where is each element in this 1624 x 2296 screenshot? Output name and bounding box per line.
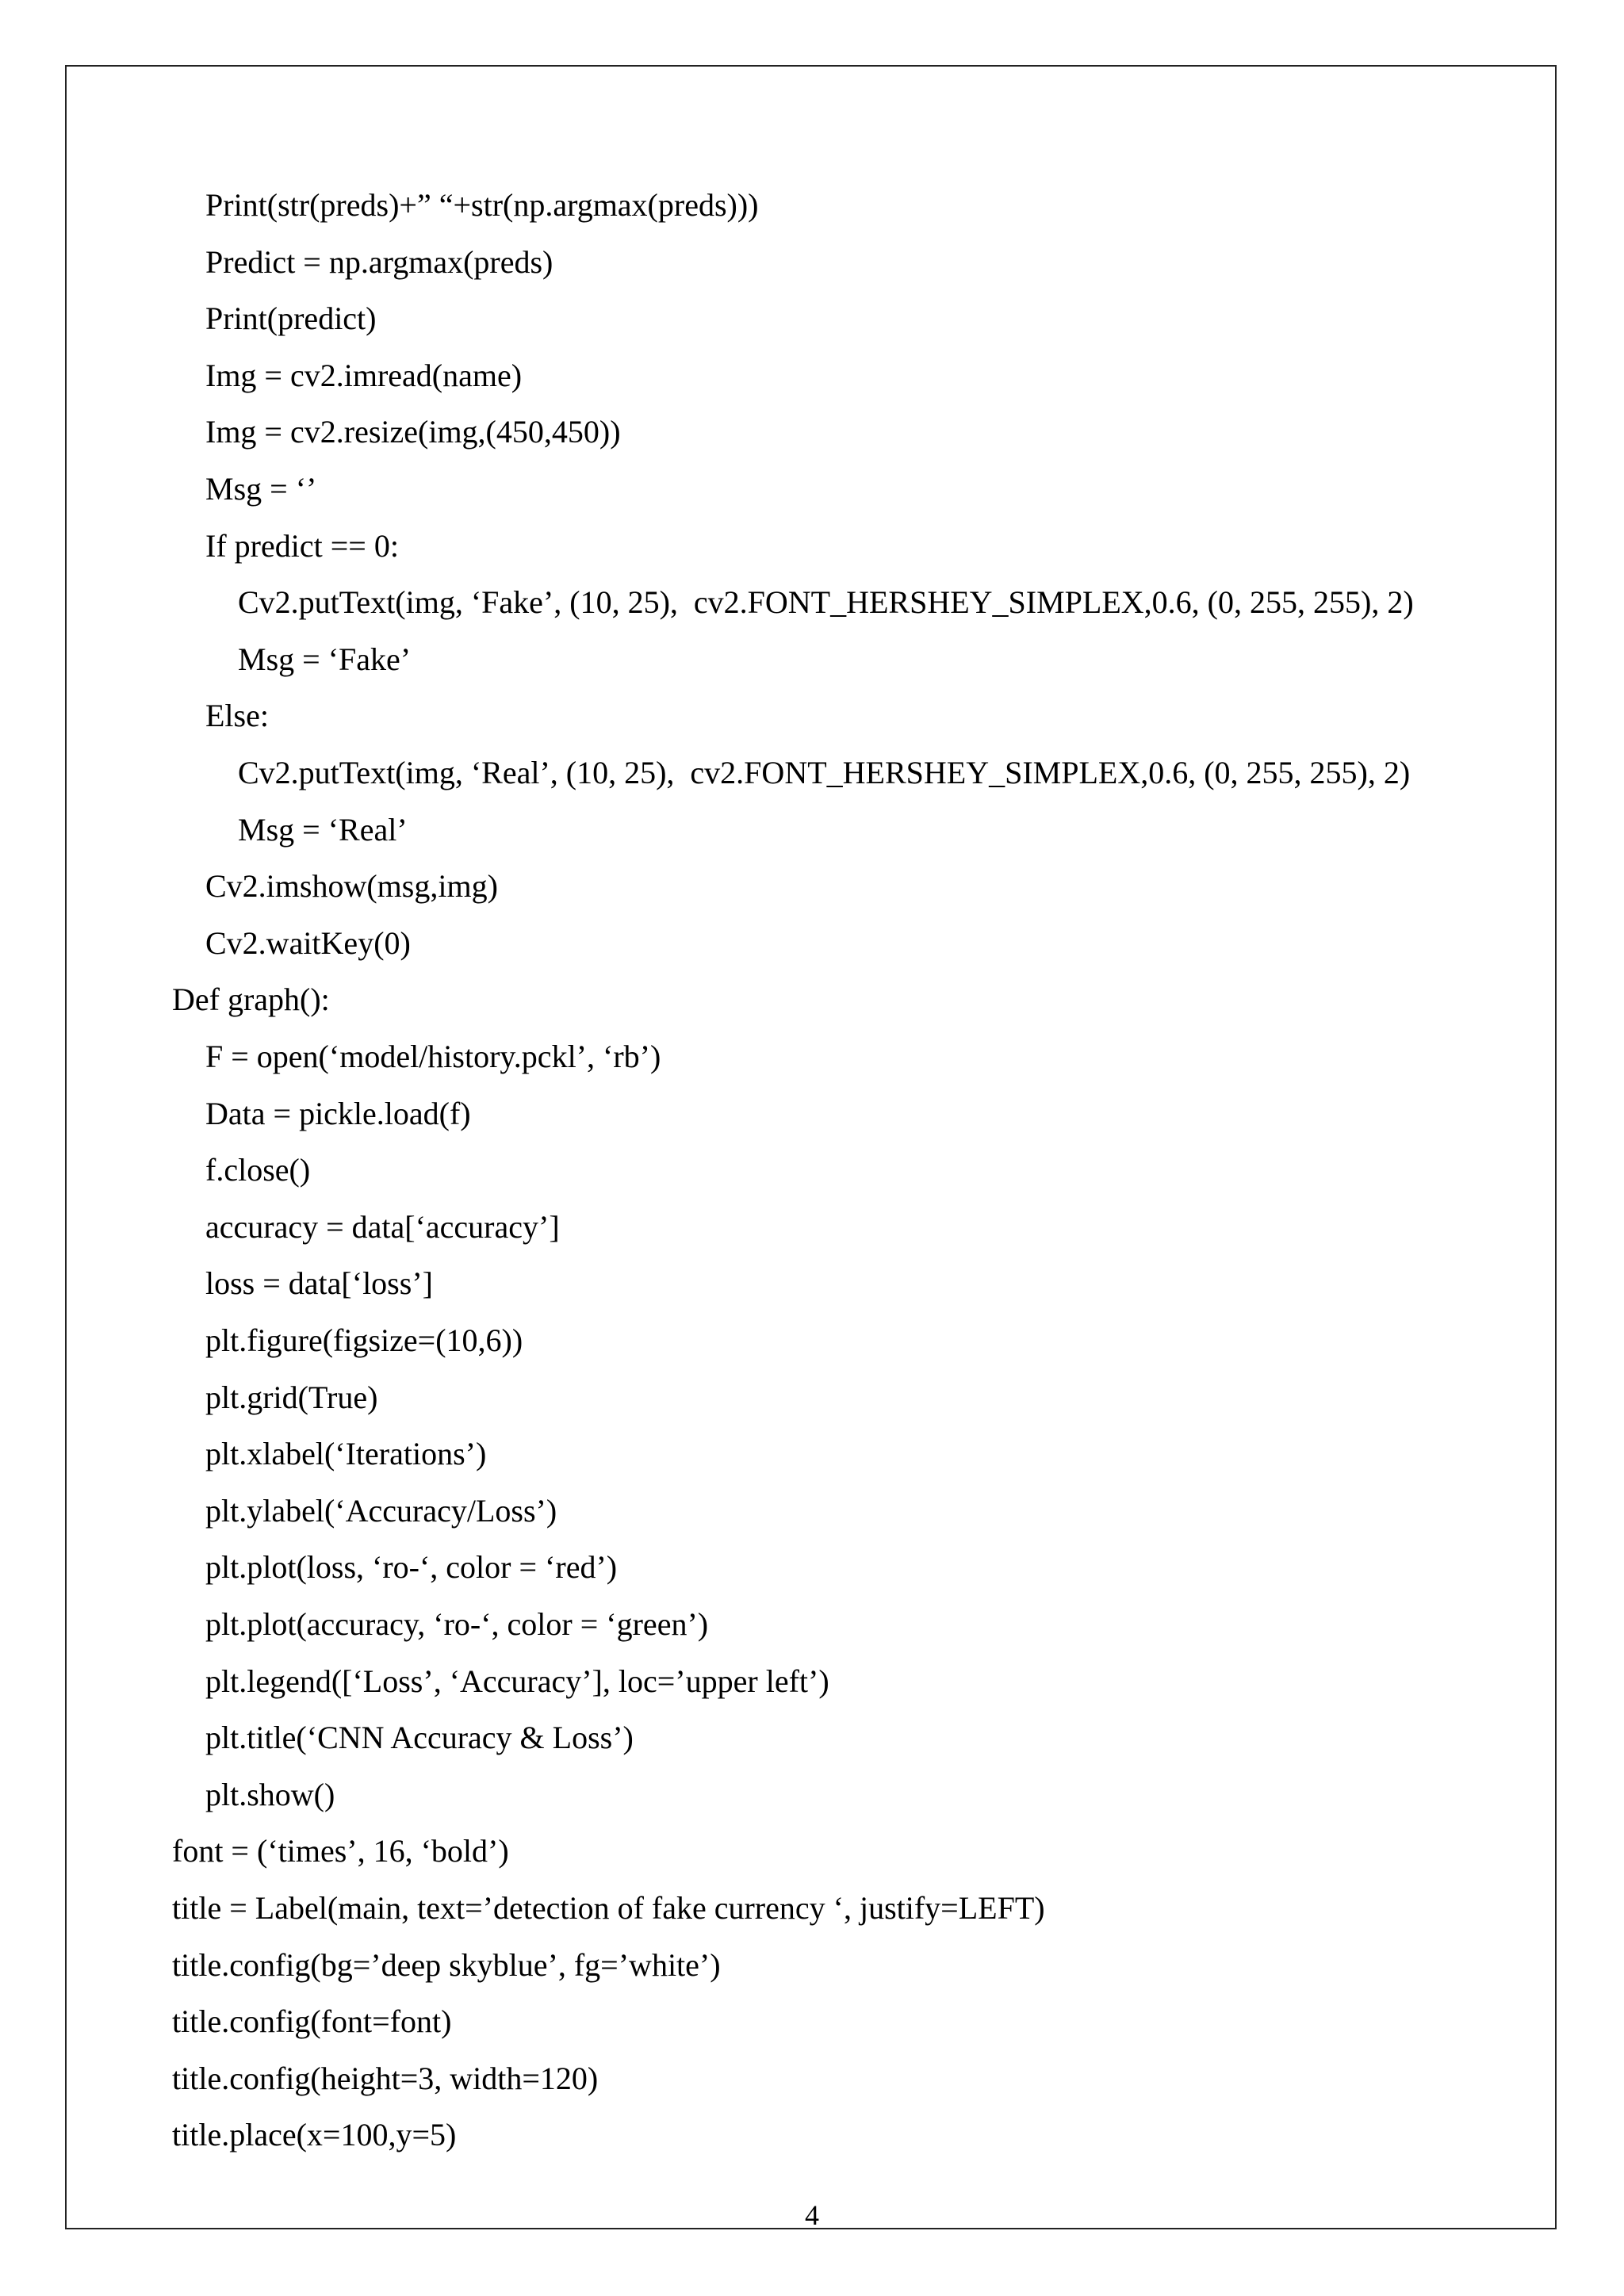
code-line: Print(predict) bbox=[205, 300, 377, 337]
code-line: Cv2.waitKey(0) bbox=[205, 924, 411, 961]
page-number: 4 bbox=[805, 2199, 819, 2231]
code-line: plt.legend([‘Loss’, ‘Accuracy’], loc=’upper left’) bbox=[205, 1663, 829, 1699]
code-line: Msg = ‘Real’ bbox=[238, 811, 408, 848]
code-line: Msg = ‘Fake’ bbox=[238, 641, 412, 677]
code-line: title.config(font=font) bbox=[172, 2003, 452, 2040]
code-line: f.close() bbox=[205, 1152, 311, 1188]
code-line: Cv2.imshow(msg,img) bbox=[205, 868, 498, 905]
code-line: plt.plot(accuracy, ‘ro-‘, color = ‘green’) bbox=[205, 1606, 709, 1642]
code-line: Predict = np.argmax(preds) bbox=[205, 243, 553, 280]
code-line: font = (‘times’, 16, ‘bold’) bbox=[172, 1833, 509, 1869]
code-line: Msg = ‘’ bbox=[205, 471, 317, 507]
code-line: F = open(‘model/history.pckl’, ‘rb’) bbox=[205, 1039, 661, 1074]
code-line: Data = pickle.load(f) bbox=[205, 1095, 471, 1131]
code-line: plt.grid(True) bbox=[205, 1379, 378, 1415]
code-line: title = Label(main, text=’detection of fake currency ‘, justify=LEFT) bbox=[172, 1890, 1045, 1926]
code-line: plt.xlabel(‘Iterations’) bbox=[205, 1436, 487, 1472]
code-line: Cv2.putText(img, ‘Real’, (10, 25), cv2.FONT_HERSHEY_SIMPLEX,0.6, (0, 255, 255), 2) bbox=[238, 755, 1411, 790]
code-line: plt.show() bbox=[205, 1776, 335, 1812]
code-line: plt.figure(figsize=(10,6)) bbox=[205, 1322, 523, 1358]
code-line: If predict == 0: bbox=[205, 527, 399, 564]
code-line: Print(str(preds)+” “+str(np.argmax(preds))) bbox=[205, 187, 759, 223]
code-line: Img = cv2.imread(name) bbox=[205, 357, 523, 393]
code-line: accuracy = data[‘accuracy’] bbox=[205, 1208, 560, 1245]
code-line: title.config(height=3, width=120) bbox=[172, 2060, 599, 2096]
code-line: plt.ylabel(‘Accuracy/Loss’) bbox=[205, 1492, 557, 1529]
code-line: Cv2.putText(img, ‘Fake’, (10, 25), cv2.FONT_HERSHEY_SIMPLEX,0.6, (0, 255, 255), 2) bbox=[238, 584, 1414, 621]
code-line: title.place(x=100,y=5) bbox=[172, 2117, 457, 2153]
code-line: plt.plot(loss, ‘ro-‘, color = ‘red’) bbox=[205, 1549, 618, 1586]
code-line: loss = data[‘loss’] bbox=[205, 1265, 433, 1302]
code-line: plt.title(‘CNN Accuracy & Loss’) bbox=[205, 1720, 634, 1756]
code-line: Else: bbox=[205, 698, 269, 734]
code-line: title.config(bg=’deep skyblue’, fg=’white’) bbox=[172, 1946, 721, 1983]
code-line: Def graph(): bbox=[172, 982, 330, 1018]
code-line: Img = cv2.resize(img,(450,450)) bbox=[205, 414, 621, 450]
